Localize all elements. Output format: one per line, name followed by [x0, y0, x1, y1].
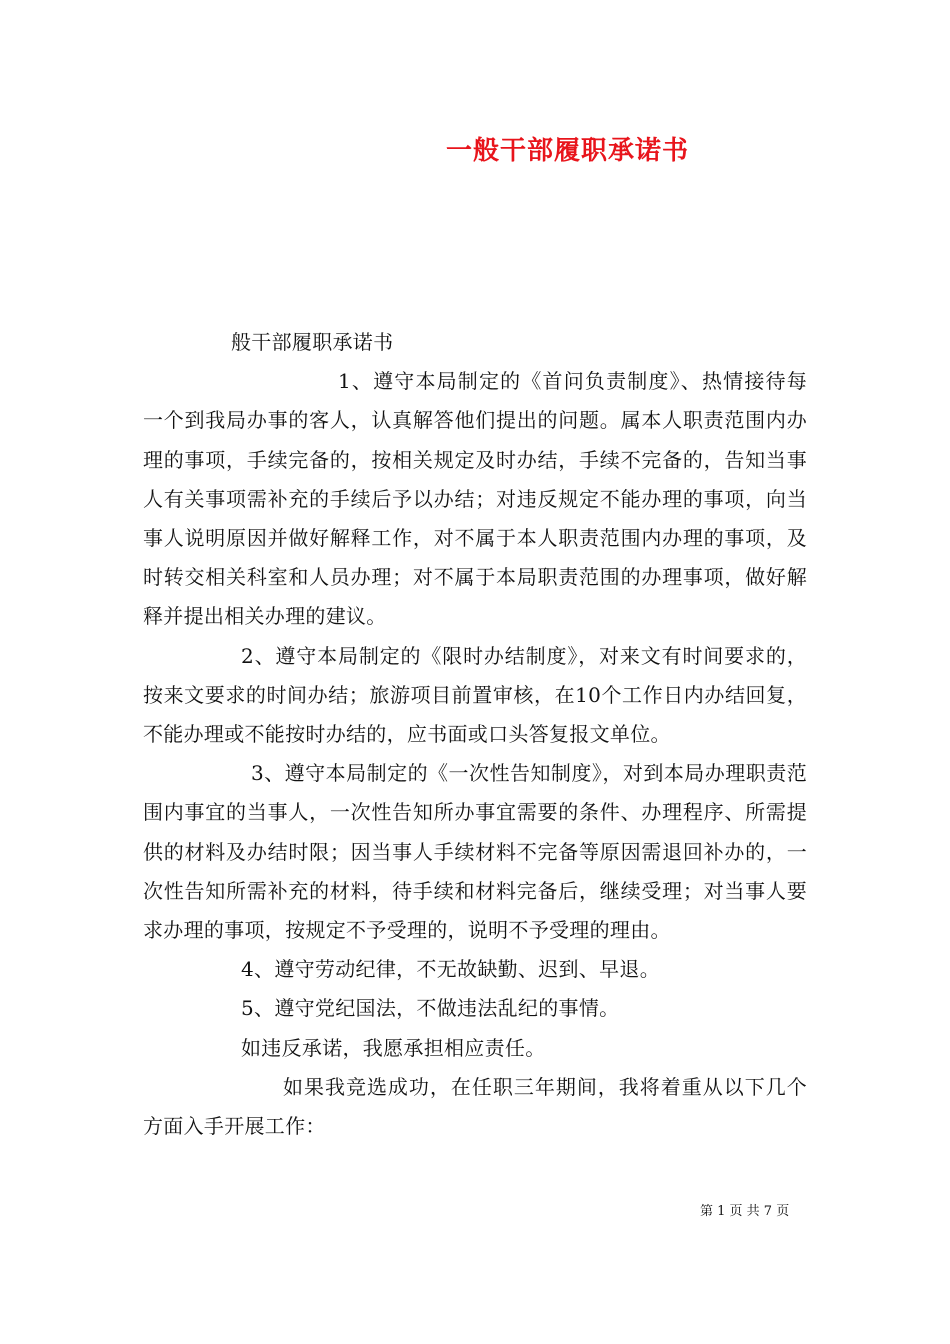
paragraph-commitment-4: 4、遵守劳动纪律，不无故缺勤、迟到、早退。 [241, 957, 661, 982]
paragraph-commitment-2: 2、遵守本局制定的《限时办结制度》，对来文有时间要求的，按来文要求的时间办结；旅游项目前置审核，在10个工作日内办结回复，不能办理或不能按时办结的，应书面或口头答复报文单位。 [143, 643, 807, 747]
document-subtitle: 般干部履职承诺书 [231, 330, 394, 354]
paragraph-commitment-5: 5、遵守党纪国法，不做违法乱纪的事情。 [241, 996, 620, 1021]
page-indicator: 第 1 页 共 7 页 [700, 1204, 790, 1219]
document-body [143, 323, 807, 1146]
paragraph-commitment-3: 3、遵守本局制定的《一次性告知制度》，对到本局办理职责范围内事宜的当事人，一次性告知所办事宜需要的条件、办理程序、所需提供的材料及办结时限；因当事人手续材料不完备等原因需退回补办的，一次性告知所需补充的材料，待手续和材料完备后，继续受理；对当事人要求办理的事项，按规定不予受理的，说明不予受理的理由。 [143, 761, 807, 943]
paragraph-responsibility: 如违反承诺，我愿承担相应责任。 [241, 1035, 546, 1060]
page-title: 一般干部履职承诺书 [445, 136, 689, 166]
paragraph-commitment-1: 1、遵守本局制定的《首问负责制度》、热情接待每一个到我局办事的客人，认真解答他们提出的问题。属本人职责范围内办理的事项，手续完备的，按相关规定及时办结，手续不完备的，告知当事人有关事项需补充的手续后予以办结；对违反规定不能办理的事项，向当事人说明原因并做好解释工作，对不属于本人职责范围内办理的事项，及时转交相关科室和人员办理；对不属于本局职责范围的办理事项，做好解释并提出相关办理的建议。 [143, 369, 807, 629]
paragraph-campaign: 如果我竞选成功，在任职三年期间，我将着重从以下几个方面入手开展工作： [143, 1074, 807, 1139]
